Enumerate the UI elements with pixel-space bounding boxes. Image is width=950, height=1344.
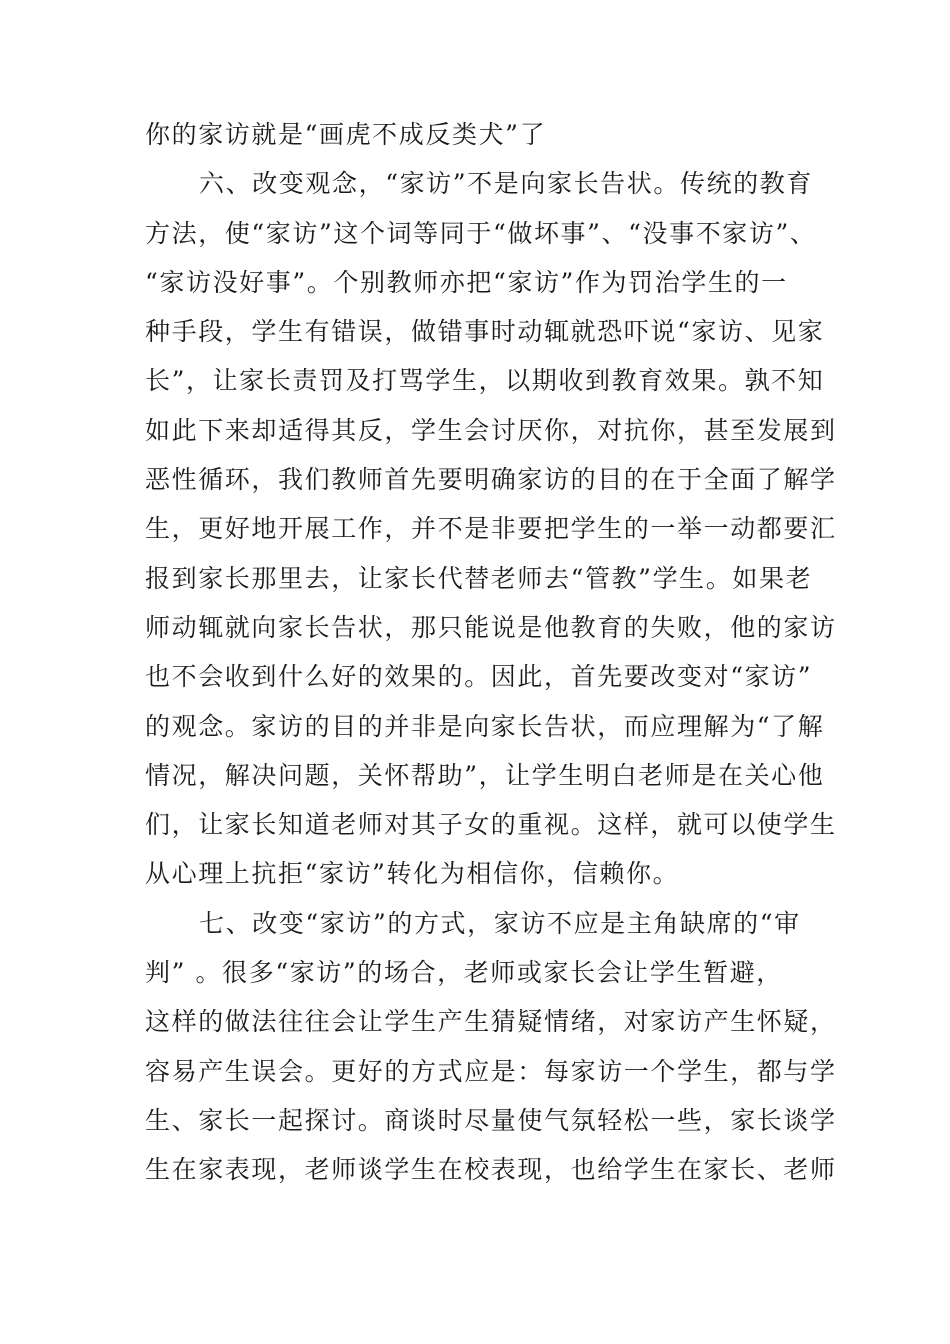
text-line: 判” 。很多“家访”的场合，老师或家长会让学生暂避， (145, 958, 783, 988)
paragraph-heading-six: 六、改变观念，“家访”不是向家长告状。传统的教育 (199, 169, 813, 199)
text-line: 们，让家长知道老师对其子女的重视。这样，就可以使学生 (145, 810, 837, 840)
text-line: 报到家长那里去，让家长代替老师去“管教”学生。如果老 (145, 563, 813, 593)
text-line: 种手段，学生有错误，做错事时动辄就恐吓说“家访、见家 (145, 317, 825, 347)
text-line: 生、家长一起探讨。商谈时尽量使气氛轻松一些，家长谈学 (145, 1105, 837, 1135)
text-line: 生在家表现，老师谈学生在校表现，也给学生在家长、老师 (145, 1155, 837, 1185)
text-line: 恶性循环，我们教师首先要明确家访的目的在于全面了解学 (145, 465, 837, 495)
text-line: 生，更好地开展工作，并不是非要把学生的一举一动都要汇 (145, 514, 837, 544)
text-line: 方法，使“家访”这个词等同于“做坏事”、“没事不家访”、 (145, 218, 817, 248)
text-line: “家访没好事”。个别教师亦把“家访”作为罚治学生的一 (145, 267, 788, 297)
text-line: 情况，解决问题，关怀帮助”，让学生明白老师是在关心他 (145, 760, 825, 790)
text-line: 从心理上抗拒“家访”转化为相信你，信赖你。 (145, 859, 680, 889)
text-line: 师动辄就向家长告状，那只能说是他教育的失败，他的家访 (145, 612, 837, 642)
text-line: 也不会收到什么好的效果的。因此，首先要改变对“家访” (145, 662, 813, 692)
text-line: 如此下来却适得其反，学生会讨厌你，对抗你，甚至发展到 (145, 415, 837, 445)
paragraph-heading-seven: 七、改变“家访”的方式，家访不应是主角缺席的“审 (199, 908, 801, 938)
text-line: 容易产生误会。更好的方式应是：每家访一个学生，都与学 (145, 1056, 837, 1086)
body-text (145, 110, 837, 1195)
text-line: 这样的做法往往会让学生产生猜疑情绪，对家访产生怀疑， (145, 1007, 837, 1037)
text-line: 长”，让家长责罚及打骂学生，以期收到教育效果。孰不知 (145, 366, 825, 396)
text-line: 你的家访就是“画虎不成反类犬”了 (145, 120, 547, 149)
text-line: 的观念。家访的目的并非是向家长告状，而应理解为“了解 (145, 711, 825, 741)
